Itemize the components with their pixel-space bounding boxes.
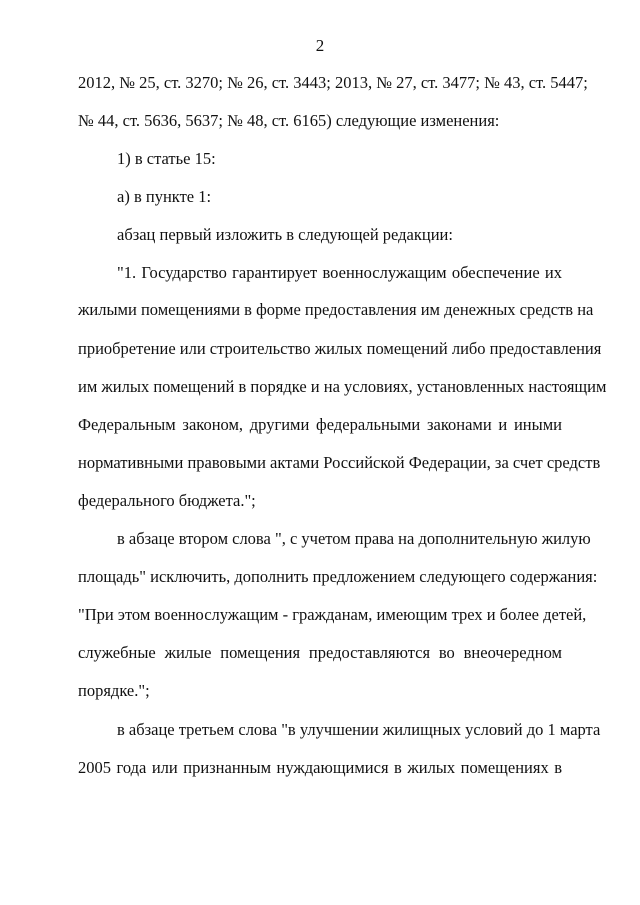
text-line: № 44, ст. 5636, 5637; № 48, ст. 6165) следующие изменения: (78, 111, 500, 130)
text-line: приобретение или строительство жилых помещений либо предоставления (78, 339, 602, 358)
text-line: 1) в статье 15: (117, 149, 216, 168)
text-line: абзац первый изложить в следующей редакции: (117, 225, 453, 244)
text-line: площадь" исключить, дополнить предложением следующего содержания: (78, 567, 598, 586)
text-line: порядке."; (78, 681, 150, 700)
text-line: в абзаце втором слова ", с учетом права на дополнительную жилую (117, 529, 591, 548)
text-line: жилыми помещениями в форме предоставления им денежных средств на (78, 300, 594, 319)
text-line: в абзаце третьем слова "в улучшении жилищных условий до 1 марта (117, 720, 601, 739)
text-line: им жилых помещений в порядке и на условиях, установленных настоящим (78, 377, 607, 396)
text-line: федерального бюджета."; (78, 491, 256, 510)
text-line: "1. Государство гарантирует военнослужащим обеспечение их (117, 263, 562, 282)
text-line: нормативными правовыми актами Российской Федерации, за счет средств (78, 453, 601, 472)
text-line: 2005 года или признанным нуждающимися в жилых помещениях в (78, 758, 562, 777)
text-line: служебные жилые помещения предоставляются во внеочередном (78, 643, 562, 662)
text-line: а) в пункте 1: (117, 187, 212, 206)
page-number: 2 (315, 36, 325, 55)
text-line: Федеральным законом, другими федеральными законами и иными (78, 415, 562, 434)
text-line: "При этом военнослужащим - гражданам, имеющим трех и более детей, (78, 605, 587, 624)
text-line: 2012, № 25, ст. 3270; № 26, ст. 3443; 2013, № 27, ст. 3477; № 43, ст. 5447; (78, 73, 588, 92)
